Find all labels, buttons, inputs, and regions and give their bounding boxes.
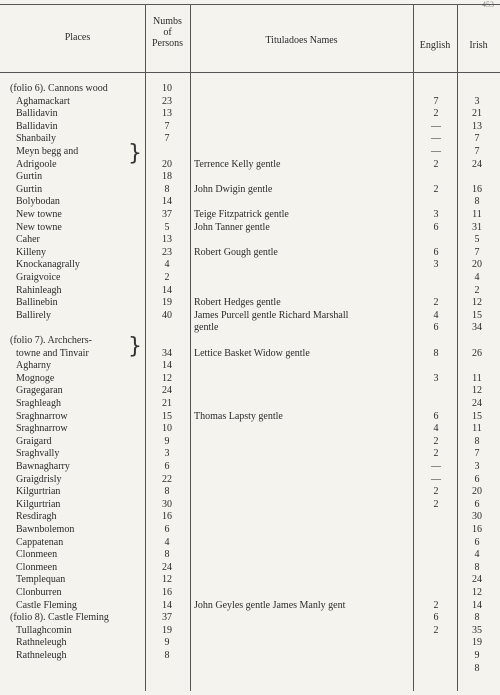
place-cell: Graigdrisly [16, 473, 62, 485]
persons-cell: 3 [164, 448, 170, 460]
persons-cell: 23 [162, 95, 172, 107]
place-cell: Rathneleugh [16, 637, 67, 649]
irish-cell: 7 [474, 246, 480, 258]
irish-cell: 7 [474, 133, 480, 145]
irish-cell: 13 [472, 120, 482, 132]
persons-cell: 37 [162, 612, 172, 624]
names-cell: John Tanner gentle [194, 221, 270, 233]
persons-cell: 5 [164, 221, 170, 233]
place-cell: Gurtin [16, 183, 43, 195]
place-cell: Gurtin [16, 171, 43, 183]
header-english: English [419, 40, 451, 51]
place-cell: New towne [16, 221, 62, 233]
place-cell: Agharny [16, 360, 51, 372]
table-row [0, 234, 500, 245]
persons-cell: 4 [164, 536, 170, 548]
english-cell: 4 [433, 309, 439, 321]
place-cell: (folio 8). Castle Fleming [10, 612, 109, 624]
irish-cell: 6 [474, 536, 480, 548]
irish-cell: 24 [472, 158, 482, 170]
names-cell: Robert Hedges gentle [194, 297, 281, 309]
irish-cell: 20 [472, 486, 482, 498]
irish-cell: 26 [472, 347, 482, 359]
place-cell: Clonmeen [16, 561, 58, 573]
names-cell: Thomas Lapsty gentle [194, 410, 283, 422]
place-cell: Sraghvally [16, 448, 60, 460]
place-cell: Caher [16, 234, 40, 246]
table-row [0, 121, 500, 132]
table-row [0, 335, 500, 346]
persons-cell: 8 [164, 650, 170, 661]
irish-cell: 11 [472, 423, 482, 435]
persons-cell: 24 [162, 561, 172, 573]
irish-cell: 3 [474, 461, 480, 472]
english-cell: 6 [433, 221, 439, 233]
persons-cell: 23 [162, 246, 172, 258]
place-cell: Rahinleagh [16, 284, 62, 296]
persons-cell: 10 [162, 83, 172, 94]
table-row [0, 549, 500, 560]
irish-cell: 3 [474, 95, 480, 107]
irish-cell: 5 [474, 234, 480, 246]
irish-cell: 31 [472, 221, 482, 233]
persons-cell: 16 [162, 511, 172, 523]
table-row [0, 486, 500, 497]
table-row [0, 511, 500, 522]
persons-cell: 37 [162, 209, 172, 220]
place-cell: Sraghleagh [16, 398, 61, 409]
names-cell: John Geyles gentle James Manly gent [194, 599, 346, 611]
table-row [0, 310, 500, 321]
english-cell: — [431, 133, 441, 145]
english-cell: 2 [433, 448, 439, 460]
persons-cell: 10 [162, 423, 172, 435]
persons-cell: 15 [162, 410, 172, 422]
persons-cell: 8 [164, 549, 170, 561]
table-row [0, 600, 500, 611]
persons-cell: 20 [162, 158, 172, 170]
place-cell: Ballidavin [16, 120, 58, 132]
english-cell: 2 [433, 183, 439, 195]
names-cell: Terrence Kelly gentle [194, 158, 281, 170]
irish-cell: 6 [474, 473, 480, 485]
place-cell: Tullaghcomin [16, 624, 72, 636]
irish-cell: 12 [472, 385, 482, 397]
english-cell: 2 [433, 435, 439, 447]
place-cell: New towne [16, 209, 62, 220]
persons-cell: 8 [164, 183, 170, 195]
irish-cell: 8 [474, 612, 480, 624]
table-row [0, 411, 500, 422]
irish-cell: 8 [474, 662, 480, 674]
english-cell: 7 [433, 95, 439, 107]
persons-cell: 12 [162, 574, 172, 586]
place-cell: Sraghnarrow [16, 423, 68, 435]
persons-cell: 22 [162, 473, 172, 485]
top-rule [0, 4, 500, 5]
table-row [0, 108, 500, 119]
irish-cell: 14 [472, 599, 482, 611]
header-numbs-line: Numbs [153, 16, 182, 27]
place-cell: Killeny [16, 246, 46, 258]
place-cell: Templequan [16, 574, 66, 586]
place-cell: Ballidavin [16, 108, 58, 120]
names-cell: Lettice Basket Widow gentle [194, 347, 310, 359]
irish-cell: 12 [472, 587, 482, 598]
table-row [0, 171, 500, 182]
english-cell: 6 [433, 322, 439, 334]
table-row [0, 587, 500, 598]
place-cell: Shanbaily [16, 133, 56, 145]
persons-cell: 7 [164, 120, 170, 132]
table-row [0, 537, 500, 548]
irish-cell: 35 [472, 624, 482, 636]
table-row [0, 196, 500, 207]
place-cell: Mognoge [16, 372, 55, 384]
table-row [0, 612, 500, 623]
irish-cell: 15 [472, 410, 482, 422]
persons-cell: 14 [162, 599, 172, 611]
table-row [0, 461, 500, 472]
table-row [0, 146, 500, 157]
table-row [0, 574, 500, 585]
irish-cell: 34 [472, 322, 482, 334]
place-cell: Bawnbolemon [16, 524, 75, 535]
table-row [0, 650, 500, 661]
table-row [0, 159, 500, 170]
irish-cell: 7 [474, 448, 480, 460]
place-cell: Graigvoice [16, 272, 61, 283]
place-cell: Rathneleugh [16, 650, 67, 661]
place-cell: Meyn begg and [16, 146, 79, 157]
header-numbs [145, 16, 190, 49]
place-cell: Gragegaran [16, 385, 63, 397]
english-cell: 6 [433, 410, 439, 422]
persons-cell: 16 [162, 587, 172, 598]
place-cell: Sraghnarrow [16, 410, 68, 422]
persons-cell: 13 [162, 108, 172, 120]
irish-cell: 9 [474, 650, 480, 661]
irish-cell: 8 [474, 561, 480, 573]
irish-cell: 16 [472, 524, 482, 535]
persons-cell: 9 [164, 435, 170, 447]
persons-cell: 40 [162, 309, 172, 321]
irish-cell: 12 [472, 297, 482, 309]
persons-cell: 34 [162, 347, 172, 359]
place-cell: Cappatenan [16, 536, 64, 548]
persons-cell: 12 [162, 372, 172, 384]
place-cell: Ballinebin [16, 297, 58, 309]
table-row [0, 259, 500, 270]
header-names: Tituladoes Names [265, 35, 338, 46]
names-cell: Robert Gough gentle [194, 246, 278, 258]
header-places: Places [64, 32, 91, 43]
irish-cell: 6 [474, 498, 480, 510]
english-cell: — [431, 120, 441, 132]
english-cell: 3 [433, 209, 439, 220]
irish-cell: 24 [472, 574, 482, 586]
table-row [0, 373, 500, 384]
persons-cell: 6 [164, 524, 170, 535]
english-cell: 3 [433, 259, 439, 271]
persons-cell: 9 [164, 637, 170, 649]
place-cell: Clonburren [16, 587, 62, 598]
place-cell: Bawnagharry [16, 461, 70, 472]
persons-cell: 7 [164, 133, 170, 145]
place-cell: Aghamackart [16, 95, 70, 107]
table-row [0, 436, 500, 447]
table-row [0, 385, 500, 396]
names-cell: Teige Fitzpatrick gentle [194, 209, 289, 220]
place-cell: Kilgurtrian [16, 498, 61, 510]
table-row [0, 96, 500, 107]
english-cell: 4 [433, 423, 439, 435]
table-row [0, 348, 500, 359]
table-row [0, 133, 500, 144]
header-irish: Irish [469, 40, 488, 51]
irish-cell: 11 [472, 209, 482, 220]
english-cell: — [431, 461, 441, 472]
irish-cell: 24 [472, 398, 482, 409]
irish-cell: 21 [472, 108, 482, 120]
place-cell: Adrigoole [16, 158, 57, 170]
table-row [0, 360, 500, 371]
place-cell: Castle Fleming [16, 599, 77, 611]
english-cell: 6 [433, 612, 439, 624]
english-cell: 2 [433, 108, 439, 120]
names-cell: John Dwigin gentle [194, 183, 273, 195]
table-row [0, 562, 500, 573]
header-bottom-rule [0, 72, 500, 73]
table-row [0, 423, 500, 434]
brace: } [128, 334, 142, 359]
persons-cell: 30 [162, 498, 172, 510]
persons-cell: 13 [162, 234, 172, 246]
persons-cell: 2 [164, 272, 170, 283]
irish-cell: 30 [472, 511, 482, 523]
english-cell: 2 [433, 297, 439, 309]
place-cell: Resdiragh [16, 511, 57, 523]
persons-cell: 18 [162, 171, 172, 183]
table-row [0, 625, 500, 636]
table-row [0, 222, 500, 233]
place-cell: (folio 6). Cannons wood [10, 83, 108, 94]
place-cell: Clonmeen [16, 549, 58, 561]
table-row [0, 247, 500, 258]
irish-cell: 4 [474, 272, 480, 283]
table-row [0, 83, 500, 94]
place-cell: towne and Tinvair [16, 347, 89, 359]
header-numbs-line: Persons [151, 38, 184, 49]
persons-cell: 6 [164, 461, 170, 472]
persons-cell: 24 [162, 385, 172, 397]
place-cell: Kilgurtrian [16, 486, 61, 498]
english-cell: 2 [433, 158, 439, 170]
table-row [0, 209, 500, 220]
persons-cell: 14 [162, 196, 172, 208]
table-row [0, 663, 500, 674]
header-numbs-line: of [163, 27, 172, 38]
irish-cell: 11 [472, 372, 482, 384]
irish-cell: 4 [474, 549, 480, 561]
english-cell: 2 [433, 624, 439, 636]
irish-cell: 2 [474, 284, 480, 296]
persons-cell: 4 [164, 259, 170, 271]
english-cell: 3 [433, 372, 439, 384]
table-row [0, 322, 500, 333]
irish-cell: 16 [472, 183, 482, 195]
english-cell: 6 [433, 246, 439, 258]
english-cell: 2 [433, 486, 439, 498]
table-row [0, 398, 500, 409]
place-cell: (folio 7). Archchers- [10, 335, 92, 346]
persons-cell: 19 [162, 297, 172, 309]
persons-cell: 14 [162, 360, 172, 372]
persons-cell: 14 [162, 284, 172, 296]
place-cell: Knockanagrally [16, 259, 80, 271]
table-row [0, 524, 500, 535]
table-row [0, 184, 500, 195]
english-cell: — [431, 473, 441, 485]
table-row [0, 474, 500, 485]
irish-cell: 19 [472, 637, 482, 649]
persons-cell: 8 [164, 486, 170, 498]
table-row [0, 285, 500, 296]
english-cell: — [431, 146, 441, 157]
table-row [0, 499, 500, 510]
table-row [0, 297, 500, 308]
place-cell: Bolybodan [16, 196, 60, 208]
english-cell: 2 [433, 599, 439, 611]
table-row [0, 448, 500, 459]
english-cell: 2 [433, 498, 439, 510]
irish-cell: 7 [474, 146, 480, 157]
english-cell: 8 [433, 347, 439, 359]
irish-cell: 8 [474, 196, 480, 208]
names-cell: James Purcell gentle Richard Marshall [194, 309, 349, 321]
persons-cell: 19 [162, 624, 172, 636]
irish-cell: 8 [474, 435, 480, 447]
place-cell: Ballirely [16, 309, 51, 321]
persons-cell: 21 [162, 398, 172, 409]
names-cell: gentle [194, 322, 219, 334]
table-row [0, 272, 500, 283]
irish-cell: 20 [472, 259, 482, 271]
table-row [0, 637, 500, 648]
brace: } [128, 141, 142, 166]
irish-cell: 15 [472, 309, 482, 321]
place-cell: Graigard [16, 435, 52, 447]
